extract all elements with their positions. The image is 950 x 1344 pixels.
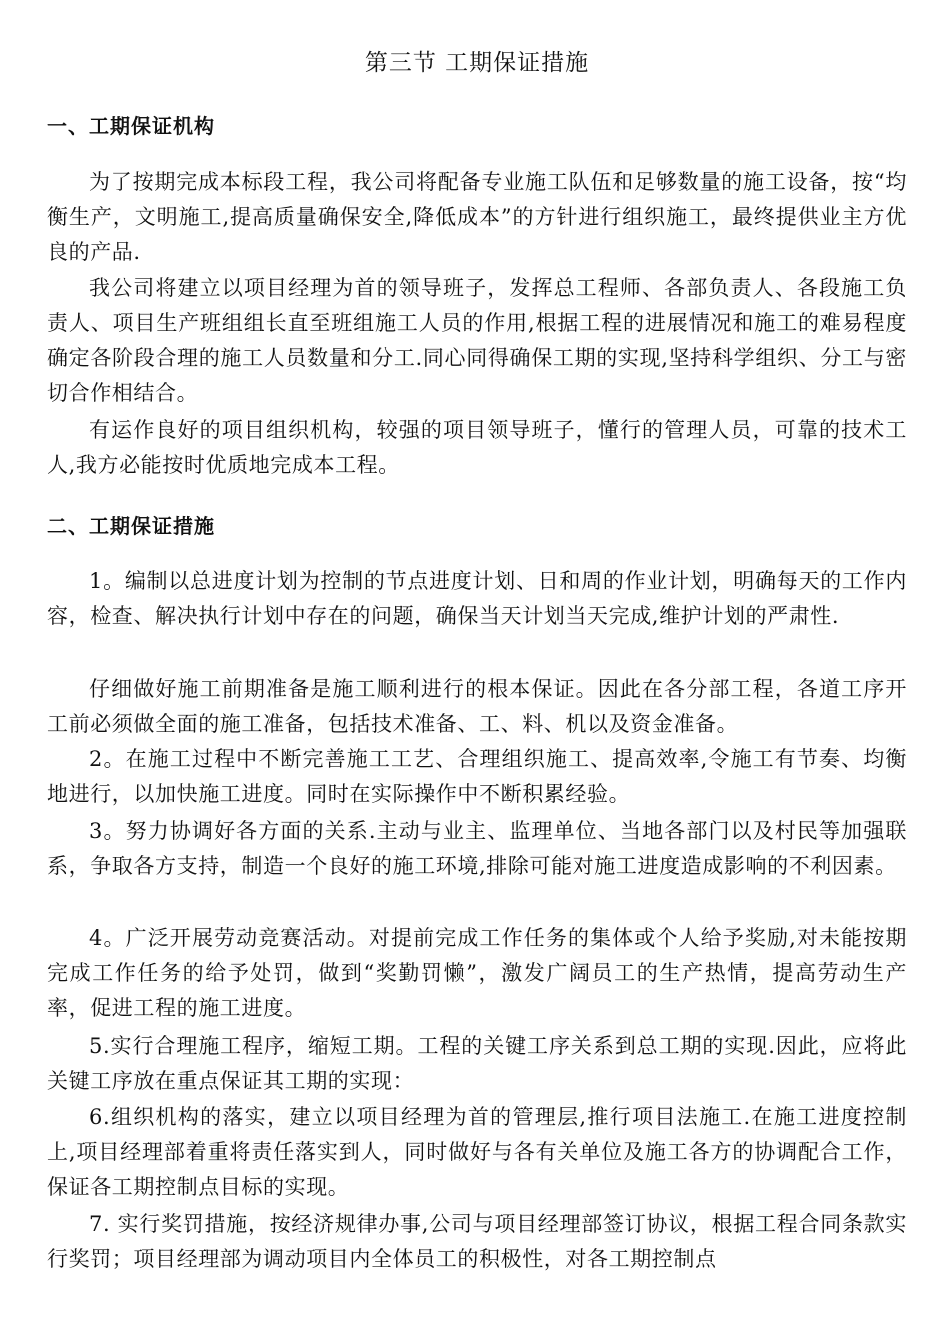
paragraph: 有运作良好的项目组织机构，较强的项目领导班子，懂行的管理人员，可靠的技术工人,我方必能按时优质地完成本工程。 <box>47 418 907 477</box>
paragraph: 1。编制以总进度计划为控制的节点进度计划、日和周的作业计划，明确每天的工作内容，检查、解决执行计划中存在的问题，确保当天计划当天完成,维护计划的严肃性. <box>47 569 907 628</box>
paragraph: 2。在施工过程中不断完善施工工艺、合理组织施工、提高效率,令施工有节奏、均衡地进行，以加快施工进度。同时在实际操作中不断积累经验。 <box>47 747 907 806</box>
paragraph: 6.组织机构的落实，建立以项目经理为首的管理层,推行项目法施工.在施工进度控制上,项目经理部着重将责任落实到人，同时做好与各有关单位及施工各方的协调配合工作，保证各工期控制点目标的实现。 <box>47 1105 907 1199</box>
page-title: 第三节 工期保证措施 <box>364 50 590 76</box>
paragraph: 7. 实行奖罚措施，按经济规律办事,公司与项目经理部签订协议，根据工程合同条款实行奖罚；项目经理部为调动项目内全体员工的积极性，对各工期控制点 <box>47 1212 907 1271</box>
paragraph: 仔细做好施工前期准备是施工顺利进行的根本保证。因此在各分部工程，各道工序开工前必须做全面的施工准备，包括技术准备、工、料、机以及资金准备。 <box>47 677 907 736</box>
paragraph: 为了按期完成本标段工程，我公司将配备专业施工队伍和足够数量的施工设备，按“均衡生产，文明施工,提高质量确保安全,降低成本”的方针进行组织施工，最终提供业主方优良的产品. <box>47 170 907 264</box>
paragraph: 5.实行合理施工程序，缩短工期。工程的关键工序关系到总工期的实现.因此，应将此关键工序放在重点保证其工期的实现： <box>47 1034 907 1093</box>
paragraph: 我公司将建立以项目经理为首的领导班子，发挥总工程师、各部负责人、各段施工负责人、项目生产班组组长直至班组施工人员的作用,根据工程的进展情况和施工的难易程度确定各阶段合理的施工人员数量和分工.同心同得确保工期的实现,坚持科学组织、分工与密切合作相结合。 <box>47 276 907 405</box>
section-heading-organization: 一、工期保证机构 <box>47 114 215 138</box>
section-heading-measures: 二、工期保证措施 <box>47 514 215 538</box>
paragraph: 3。努力协调好各方面的关系.主动与业主、监理单位、当地各部门以及村民等加强联系，争取各方支持，制造一个良好的施工环境,排除可能对施工进度造成影响的不利因素。 <box>47 819 907 878</box>
paragraph: 4。广泛开展劳动竞赛活动。对提前完成工作任务的集体或个人给予奖励,对未能按期完成工作任务的给予处罚，做到“奖勤罚懒”，激发广阔员工的生产热情，提高劳动生产率，促进工程的施工进度。 <box>47 926 907 1020</box>
